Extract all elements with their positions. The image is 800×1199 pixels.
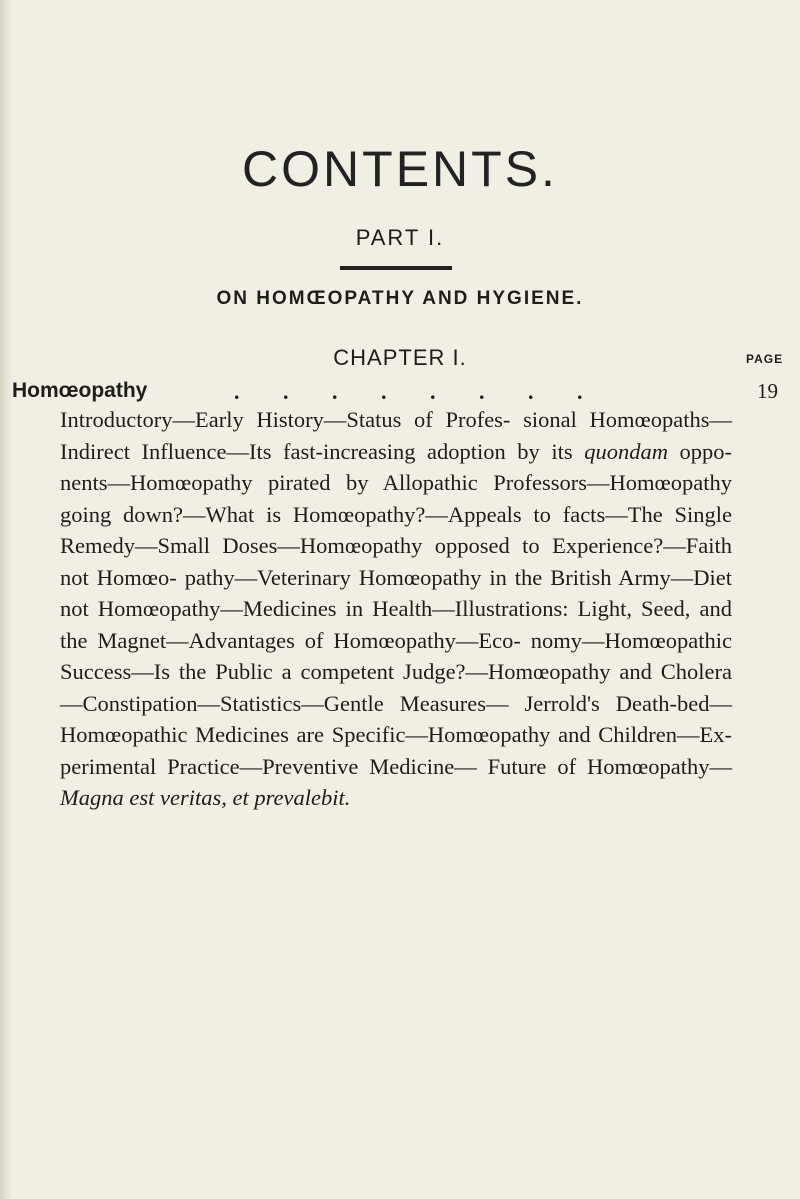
entry-dot-leaders: . . . . . . . . (234, 379, 602, 404)
section-heading: ON HOMŒOPATHY AND HYGIENE. (216, 288, 584, 309)
part-heading: PART I. (355, 225, 445, 250)
page-title: CONTENTS. (242, 141, 558, 197)
page-column-header: PAGE (746, 352, 784, 366)
heading-rule (340, 266, 452, 270)
entry-title: Homœopathy (12, 379, 148, 402)
chapter-synopsis: Introductory—Early History—Status of Profes- sional Homœopaths—Indirect Influence—Its fast-increasing adoption by its quondam oppo- nents—Homœopathy pirated by Allopathic Professors—Homœopathy going down?—What is Homœopathy?—Appeals to facts—The Single Remedy—Small Doses—Homœopathy opposed to Experience?—Faith not Homœo- pathy—Veterinary Homœopathy in the British Army—Diet not Homœopathy—Medicines in Health—Illustrations: Light, Seed, and the Magnet—Advantages of Homœopathy—Eco- nomy—Homœopathic Success—Is the Public a competent Judge?—Homœopathy and Cholera —Constipation—Statistics—Gentle Measures— Jerrold's Death-bed—Homœopathic Medicines are Specific—Homœopathy and Children—Ex- perimental Practice—Preventive Medicine— Future of Homœopathy—Magna est veritas, et prevalebit. (60, 407, 732, 810)
chapter-heading: CHAPTER I. (333, 345, 467, 370)
entry-page-number: 19 (757, 379, 778, 403)
